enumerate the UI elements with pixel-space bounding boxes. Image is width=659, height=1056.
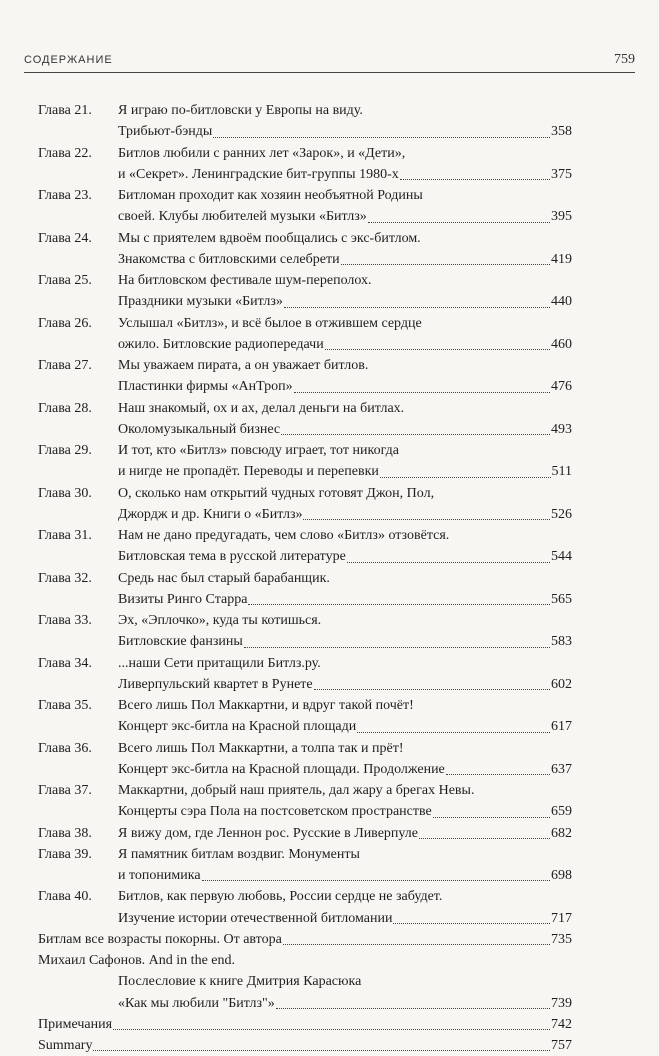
table-of-contents [38,100,572,1056]
toc-entry[interactable] [38,398,572,441]
chapter-label: Глава 35. [38,698,92,713]
toc-line [38,228,572,249]
chapter-label: Глава 26. [38,315,92,331]
entry-text: Визиты Ринго Старра [118,591,248,607]
leader-dots [276,993,550,1009]
leader-dots [393,908,550,924]
entry-title: Всего лишь Пол Маккартни, а толпа так и прёт! [118,740,404,756]
toc-line [38,738,572,759]
entry-page: 419 [551,251,572,267]
toc-line [38,865,572,886]
toc-entry[interactable] [38,483,572,526]
entry-title: Мы уважаем пирата, а он уважает битлов. [118,358,369,373]
entry-text: Битловская тема в русской литературе [118,549,346,565]
toc-entry[interactable] [38,143,572,186]
toc-line [38,100,572,121]
chapter-label: Глава 34. [38,655,92,671]
entry-title: Маккартни, добрый наш приятель, дал жару а брегах Невы. [118,783,475,798]
toc-line [38,376,572,397]
chapter-label: Глава 40. [38,889,92,905]
entry-page: 375 [551,166,572,182]
toc-line [38,631,572,652]
entry-text: ожило. Битловские радиопередачи [118,336,324,352]
chapter-label: Глава 28. [38,400,92,416]
toc-line [38,971,572,992]
leader-dots [303,504,550,520]
leader-dots [244,631,550,647]
toc-entry[interactable] [38,929,572,950]
entry-page: 757 [551,1038,572,1053]
entry-text: Пластинки фирмы «АнТроп» [118,379,293,395]
entry-text: Концерт экс-битла на Красной площади. Продолжение [118,761,445,777]
header-rule [24,72,635,73]
entry-title: ...наши Сети притащили Битлз.ру. [118,655,321,671]
entry-page: 742 [551,1016,572,1032]
leader-dots [400,164,550,180]
chapter-label: Глава 31. [38,528,92,543]
toc-entry[interactable] [38,1035,572,1056]
toc-line [38,759,572,780]
leader-dots [283,929,550,945]
leader-dots [341,249,550,265]
toc-line [38,674,572,695]
toc-line [38,270,572,291]
toc-entry[interactable] [38,738,572,781]
entry-title: Мы с приятелем вдвоём пообщались с экс-битлом. [118,230,421,246]
chapter-label: Глава 36. [38,740,92,756]
toc-line [38,1035,572,1056]
chapter-label: Глава 38. [38,825,92,841]
chapter-label: Глава 23. [38,188,92,203]
entry-title: Михаил Сафонов. And in the end. [38,953,235,968]
leader-dots [347,546,550,562]
toc-entry[interactable] [38,695,572,738]
leader-dots [368,206,550,222]
entry-page: 717 [551,910,572,926]
toc-line [38,461,572,482]
entry-page: 637 [551,761,572,777]
leader-dots [202,865,550,881]
toc-line [38,525,572,546]
toc-entry[interactable] [38,185,572,228]
entry-text: Концерт экс-битла на Красной площади [118,719,357,735]
entry-page: 460 [551,336,572,352]
entry-text: и нигде не пропадёт. Переводы и перепевки [118,464,379,480]
page-number: 759 [614,52,635,67]
toc-line [38,334,572,355]
entry-text: Джордж и др. Книги о «Битлз» [118,506,303,522]
page-header [24,52,635,68]
leader-dots [357,716,550,732]
entry-text: Изучение истории отечественной битломании [118,910,393,926]
toc-entry[interactable] [38,844,572,887]
toc-line [38,398,572,419]
toc-line [38,716,572,737]
entry-text: Концерты сэра Пола на постсоветском пространстве [118,804,432,820]
toc-line [38,589,572,610]
toc-line [38,419,572,440]
entry-page: 440 [551,294,572,310]
toc-line [38,653,572,674]
entry-text: Околомузыкальный бизнес [118,421,281,437]
entry-page: 476 [551,379,572,395]
entry-text: Битлам все возрасты покорны. От автора [38,931,282,947]
chapter-label: Глава 27. [38,358,92,373]
entry-page: 544 [551,549,572,565]
toc-line [38,886,572,907]
entry-page: 395 [551,209,572,225]
entry-title: Нам не дано предугадать, чем слово «Битлз» отзовётся. [118,528,450,543]
leader-dots [284,291,550,307]
entry-page: 565 [551,591,572,607]
toc-line [38,929,572,950]
leader-dots [113,1014,550,1030]
entry-title: Битлов, как первую любовь, России сердце не забудет. [118,889,443,905]
chapter-label: Глава 39. [38,846,92,862]
entry-text: и топонимика [118,868,201,883]
chapter-label: Глава 30. [38,485,92,501]
toc-line [38,801,572,822]
leader-dots [213,121,550,137]
entry-title: Я играю по-битловски у Европы на виду. [118,103,363,118]
entry-text: «Как мы любили "Битлз"» [118,995,275,1011]
toc-line [38,185,572,206]
toc-line [38,440,572,461]
chapter-label: Глава 29. [38,443,92,458]
toc-entry[interactable] [38,886,572,929]
toc-line [38,313,572,334]
chapter-label: Глава 21. [38,103,92,118]
toc-line [38,206,572,227]
toc-entry[interactable] [38,270,572,313]
leader-dots [433,801,550,817]
entry-text: Праздники музыки «Битлз» [118,294,283,310]
entry-title: Битлов любили с ранних лет «Зарок», и «Дети», [118,145,406,161]
chapter-label: Глава 25. [38,273,92,288]
toc-line [38,780,572,801]
entry-text: Битловские фанзины [118,634,243,650]
leader-dots [248,589,550,605]
entry-title: Я памятник битлам воздвиг. Монументы [118,846,360,862]
entry-page: 358 [551,124,572,140]
entry-title: Средь нас был старый барабанщик. [118,570,330,586]
leader-dots [314,674,550,690]
toc-line [38,568,572,589]
entry-title: О, сколько нам открытий чудных готовят Джон, Пол, [118,485,435,501]
entry-text: Примечания [38,1016,113,1032]
entry-text: Ливерпульский квартет в Рунете [118,676,313,692]
entry-page: 739 [551,995,572,1011]
entry-page: 617 [551,719,572,735]
entry-title: Я вижу дом, где Леннон рос. Русские в Ливерпуле [118,825,419,841]
toc-entry[interactable] [38,568,572,611]
entry-title: Услышал «Битлз», и всё былое в отжившем сердце [118,315,422,331]
toc-line [38,695,572,716]
toc-line [38,610,572,631]
leader-dots [294,376,550,392]
entry-title: На битловском фестивале шум-переполох. [118,273,372,288]
toc-entry[interactable] [38,100,572,143]
toc-line [38,950,572,971]
toc-entry[interactable] [38,653,572,696]
entry-title: Наш знакомый, ох и ах, делал деньги на битлах. [118,400,405,416]
toc-line [38,993,572,1014]
toc-line [38,291,572,312]
toc-line [38,355,572,376]
toc-entry[interactable] [38,1014,572,1035]
toc-line [38,483,572,504]
entry-text: Summary [38,1038,93,1053]
toc-line [38,504,572,525]
entry-page: 602 [551,676,572,692]
entry-page: 511 [551,464,572,480]
toc-line [38,908,572,929]
entry-title: Эх, «Эплочко», куда ты котишься. [118,613,322,628]
toc-entry[interactable] [38,313,572,356]
entry-text: и «Секрет». Ленинградские бит-группы 1980-х [118,166,399,182]
toc-entry[interactable] [38,228,572,271]
chapter-label: Глава 33. [38,613,92,628]
toc-line [38,249,572,270]
toc-entry[interactable] [38,440,572,483]
toc-line [38,164,572,185]
chapter-label: Глава 32. [38,570,92,586]
toc-entry[interactable] [38,610,572,653]
toc-line [38,143,572,164]
entry-page: 526 [551,506,572,522]
toc-entry[interactable] [38,950,572,1014]
toc-line [38,121,572,142]
entry-text: Знакомства с битловскими селебрети [118,251,340,267]
chapter-label: Глава 22. [38,145,92,161]
leader-dots [281,419,550,435]
leader-dots [93,1035,550,1051]
entry-title: Всего лишь Пол Маккартни, и вдруг такой почёт! [118,698,414,713]
chapter-label: Глава 24. [38,230,92,246]
leader-dots [446,759,550,775]
toc-entry[interactable] [38,355,572,398]
toc-line [38,844,572,865]
section-title: СОДЕРЖАНИЕ [24,54,113,66]
toc-entry[interactable] [38,525,572,568]
entry-subtitle: Послесловие к книге Дмитрия Карасюка [118,974,362,990]
entry-page: 698 [551,868,572,883]
entry-page: 735 [551,931,572,947]
entry-page: 682 [551,825,572,841]
leader-dots [419,823,550,839]
leader-dots [325,334,550,350]
toc-line [38,1014,572,1035]
chapter-label: Глава 37. [38,783,92,798]
entry-title: И тот, кто «Битлз» повсюду играет, тот никогда [118,443,399,458]
toc-line [38,823,572,844]
entry-page: 659 [551,804,572,820]
leader-dots [380,461,551,477]
entry-text: Трибьют-бэнды [118,124,213,140]
entry-text: своей. Клубы любителей музыки «Битлз» [118,209,367,225]
entry-title: Битломан проходит как хозяин необъятной Родины [118,188,423,203]
toc-entry[interactable] [38,823,572,844]
entry-page: 493 [551,421,572,437]
toc-line [38,546,572,567]
toc-entry[interactable] [38,780,572,823]
entry-page: 583 [551,634,572,650]
